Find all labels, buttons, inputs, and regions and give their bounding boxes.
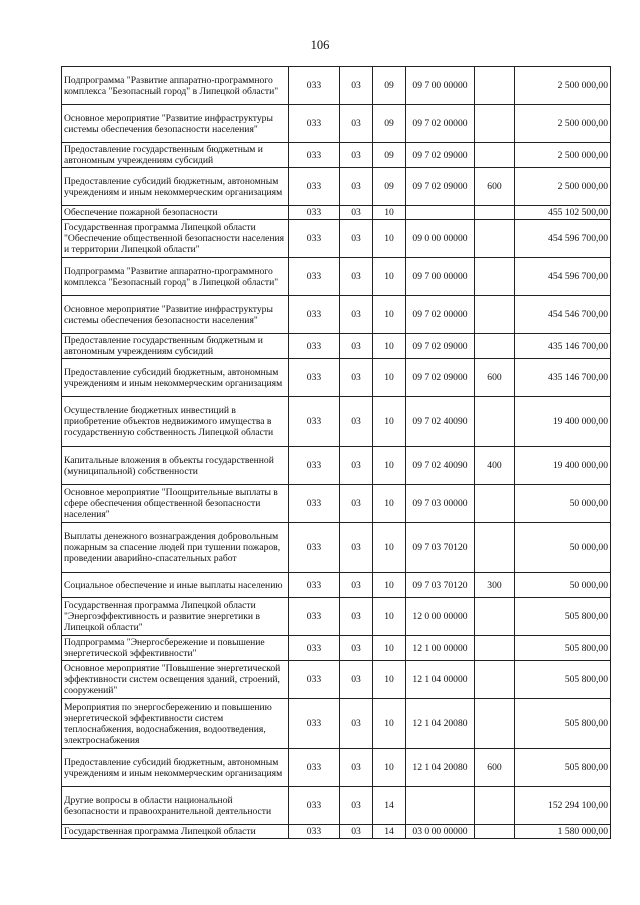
row-amount-cell: 2 500 000,00 [515, 67, 611, 105]
row-ministry-code-cell: 033 [289, 296, 340, 334]
row-section-code-cell: 03 [340, 523, 373, 573]
row-section-code-cell: 03 [340, 143, 373, 168]
row-expense-type-cell [475, 334, 515, 359]
row-name-cell: Основное мероприятие "Развитие инфраструктуры системы обеспечения безопасности населения" [62, 296, 289, 334]
row-target-article-cell [406, 206, 475, 220]
row-name-cell: Социальное обеспечение и иные выплаты населению [62, 573, 289, 598]
row-subsection-code-cell: 10 [373, 636, 406, 661]
row-ministry-code-cell: 033 [289, 447, 340, 485]
row-name-cell: Выплаты денежного вознаграждения добровольным пожарным за спасение людей при тушении пожаров, проведении аварийно-спасательных работ [62, 523, 289, 573]
row-section-code-cell: 03 [340, 636, 373, 661]
row-name-cell: Предоставление государственным бюджетным и автономным учреждениям субсидий [62, 334, 289, 359]
row-expense-type-cell [475, 661, 515, 699]
row-ministry-code-cell: 033 [289, 168, 340, 206]
row-section-code-cell: 03 [340, 787, 373, 825]
row-expense-type-cell: 600 [475, 359, 515, 397]
row-section-code-cell: 03 [340, 105, 373, 143]
row-subsection-code-cell: 10 [373, 359, 406, 397]
row-subsection-code-cell: 10 [373, 749, 406, 787]
row-section-code-cell: 03 [340, 598, 373, 636]
table-row [62, 636, 611, 661]
row-target-article-cell: 09 0 00 00000 [406, 220, 475, 258]
row-section-code-cell: 03 [340, 749, 373, 787]
row-expense-type-cell [475, 699, 515, 749]
table-row [62, 523, 611, 573]
row-ministry-code-cell: 033 [289, 334, 340, 359]
row-target-article-cell: 12 1 04 20080 [406, 749, 475, 787]
row-amount-cell: 454 546 700,00 [515, 296, 611, 334]
row-ministry-code-cell: 033 [289, 661, 340, 699]
row-expense-type-cell [475, 636, 515, 661]
row-expense-type-cell [475, 105, 515, 143]
row-expense-type-cell [475, 296, 515, 334]
table-row [62, 67, 611, 105]
row-subsection-code-cell: 10 [373, 485, 406, 523]
row-section-code-cell: 03 [340, 168, 373, 206]
table-row [62, 220, 611, 258]
row-subsection-code-cell: 10 [373, 661, 406, 699]
row-amount-cell: 2 500 000,00 [515, 105, 611, 143]
row-name-cell: Предоставление субсидий бюджетным, автономным учреждениям и иным некоммерческим организациям [62, 168, 289, 206]
row-target-article-cell: 09 7 00 00000 [406, 67, 475, 105]
row-target-article-cell: 09 7 02 40090 [406, 397, 475, 447]
row-target-article-cell: 09 7 02 00000 [406, 105, 475, 143]
row-amount-cell: 454 596 700,00 [515, 258, 611, 296]
row-expense-type-cell [475, 206, 515, 220]
row-subsection-code-cell: 14 [373, 787, 406, 825]
row-name-cell: Основное мероприятие "Поощрительные выплаты в сфере обеспечения общественной безопасности населения" [62, 485, 289, 523]
table-row [62, 334, 611, 359]
row-subsection-code-cell: 09 [373, 168, 406, 206]
row-amount-cell: 505 800,00 [515, 598, 611, 636]
row-ministry-code-cell: 033 [289, 523, 340, 573]
row-expense-type-cell [475, 825, 515, 839]
table-row [62, 296, 611, 334]
row-target-article-cell: 12 1 00 00000 [406, 636, 475, 661]
table-row [62, 598, 611, 636]
row-name-cell: Государственная программа Липецкой области "Энергоэффективность и развитие энергетики в Липецкой области" [62, 598, 289, 636]
row-name-cell: Предоставление субсидий бюджетным, автономным учреждениям и иным некоммерческим организациям [62, 749, 289, 787]
row-name-cell: Государственная программа Липецкой области "Обеспечение общественной безопасности населения и территории Липецкой области" [62, 220, 289, 258]
row-amount-cell: 50 000,00 [515, 573, 611, 598]
row-subsection-code-cell: 10 [373, 397, 406, 447]
row-subsection-code-cell: 10 [373, 598, 406, 636]
row-section-code-cell: 03 [340, 359, 373, 397]
table-row [62, 485, 611, 523]
row-ministry-code-cell: 033 [289, 67, 340, 105]
row-amount-cell: 505 800,00 [515, 699, 611, 749]
row-subsection-code-cell: 09 [373, 143, 406, 168]
row-amount-cell: 19 400 000,00 [515, 397, 611, 447]
row-ministry-code-cell: 033 [289, 485, 340, 523]
row-name-cell: Государственная программа Липецкой области [62, 825, 289, 839]
row-expense-type-cell [475, 220, 515, 258]
row-amount-cell: 455 102 500,00 [515, 206, 611, 220]
page-number: 106 [310, 38, 330, 52]
row-ministry-code-cell: 033 [289, 105, 340, 143]
row-expense-type-cell: 300 [475, 573, 515, 598]
row-amount-cell: 435 146 700,00 [515, 359, 611, 397]
row-expense-type-cell [475, 397, 515, 447]
row-ministry-code-cell: 033 [289, 220, 340, 258]
row-ministry-code-cell: 033 [289, 636, 340, 661]
row-ministry-code-cell: 033 [289, 598, 340, 636]
row-ministry-code-cell: 033 [289, 206, 340, 220]
row-amount-cell: 454 596 700,00 [515, 220, 611, 258]
row-amount-cell: 50 000,00 [515, 485, 611, 523]
row-ministry-code-cell: 033 [289, 787, 340, 825]
row-name-cell: Обеспечение пожарной безопасности [62, 206, 289, 220]
row-subsection-code-cell: 10 [373, 523, 406, 573]
row-name-cell: Осуществление бюджетных инвестиций в приобретение объектов недвижимого имущества в государственную собственность Липецкой области [62, 397, 289, 447]
table-row [62, 143, 611, 168]
row-subsection-code-cell: 10 [373, 258, 406, 296]
row-expense-type-cell: 600 [475, 749, 515, 787]
row-target-article-cell: 09 7 02 00000 [406, 296, 475, 334]
row-expense-type-cell [475, 143, 515, 168]
row-expense-type-cell [475, 787, 515, 825]
row-name-cell: Основное мероприятие "Повышение энергетической эффективности систем освещения зданий, строений, сооружений" [62, 661, 289, 699]
row-section-code-cell: 03 [340, 573, 373, 598]
row-section-code-cell: 03 [340, 397, 373, 447]
row-target-article-cell: 09 7 00 00000 [406, 258, 475, 296]
row-subsection-code-cell: 10 [373, 334, 406, 359]
row-section-code-cell: 03 [340, 206, 373, 220]
table-row [62, 825, 611, 839]
row-subsection-code-cell: 10 [373, 573, 406, 598]
row-amount-cell: 19 400 000,00 [515, 447, 611, 485]
row-section-code-cell: 03 [340, 67, 373, 105]
row-section-code-cell: 03 [340, 296, 373, 334]
row-section-code-cell: 03 [340, 699, 373, 749]
row-target-article-cell: 09 7 02 09000 [406, 334, 475, 359]
row-expense-type-cell [475, 258, 515, 296]
row-amount-cell: 50 000,00 [515, 523, 611, 573]
row-ministry-code-cell: 033 [289, 749, 340, 787]
row-target-article-cell: 12 1 04 00000 [406, 661, 475, 699]
row-expense-type-cell [475, 67, 515, 105]
row-amount-cell: 1 580 000,00 [515, 825, 611, 839]
row-section-code-cell: 03 [340, 220, 373, 258]
row-section-code-cell: 03 [340, 825, 373, 839]
row-expense-type-cell [475, 485, 515, 523]
row-amount-cell: 505 800,00 [515, 749, 611, 787]
row-target-article-cell: 03 0 00 00000 [406, 825, 475, 839]
row-expense-type-cell [475, 523, 515, 573]
row-subsection-code-cell: 14 [373, 825, 406, 839]
row-subsection-code-cell: 10 [373, 206, 406, 220]
row-target-article-cell: 09 7 03 70120 [406, 573, 475, 598]
row-amount-cell: 2 500 000,00 [515, 143, 611, 168]
row-subsection-code-cell: 10 [373, 699, 406, 749]
row-amount-cell: 2 500 000,00 [515, 168, 611, 206]
row-section-code-cell: 03 [340, 447, 373, 485]
table-row [62, 168, 611, 206]
row-section-code-cell: 03 [340, 258, 373, 296]
table-row [62, 661, 611, 699]
row-target-article-cell [406, 787, 475, 825]
row-amount-cell: 435 146 700,00 [515, 334, 611, 359]
row-subsection-code-cell: 09 [373, 105, 406, 143]
row-section-code-cell: 03 [340, 485, 373, 523]
row-section-code-cell: 03 [340, 661, 373, 699]
row-target-article-cell: 09 7 02 40090 [406, 447, 475, 485]
row-subsection-code-cell: 09 [373, 67, 406, 105]
table-row [62, 573, 611, 598]
row-name-cell: Подпрограмма "Развитие аппаратно-программного комплекса "Безопасный город" в Липецкой области" [62, 67, 289, 105]
row-subsection-code-cell: 10 [373, 296, 406, 334]
table-row [62, 258, 611, 296]
table-row [62, 699, 611, 749]
budget-table [61, 66, 611, 839]
row-ministry-code-cell: 033 [289, 699, 340, 749]
row-amount-cell: 505 800,00 [515, 661, 611, 699]
row-expense-type-cell: 600 [475, 168, 515, 206]
table-row [62, 105, 611, 143]
row-name-cell: Мероприятия по энергосбережению и повышению энергетической эффективности систем теплоснабжения, водоснабжения, водоотведения, электроснабжения [62, 699, 289, 749]
row-subsection-code-cell: 10 [373, 220, 406, 258]
row-target-article-cell: 09 7 03 70120 [406, 523, 475, 573]
row-name-cell: Капитальные вложения в объекты государственной (муниципальной) собственности [62, 447, 289, 485]
row-expense-type-cell [475, 598, 515, 636]
row-ministry-code-cell: 033 [289, 397, 340, 447]
row-subsection-code-cell: 10 [373, 447, 406, 485]
table-row [62, 397, 611, 447]
table-row [62, 787, 611, 825]
row-ministry-code-cell: 033 [289, 258, 340, 296]
row-target-article-cell: 09 7 02 09000 [406, 143, 475, 168]
row-name-cell: Другие вопросы в области национальной безопасности и правоохранительной деятельности [62, 787, 289, 825]
table-row [62, 447, 611, 485]
row-target-article-cell: 12 0 00 00000 [406, 598, 475, 636]
row-ministry-code-cell: 033 [289, 573, 340, 598]
row-ministry-code-cell: 033 [289, 143, 340, 168]
row-name-cell: Предоставление субсидий бюджетным, автономным учреждениям и иным некоммерческим организациям [62, 359, 289, 397]
table-row [62, 359, 611, 397]
row-amount-cell: 505 800,00 [515, 636, 611, 661]
row-name-cell: Подпрограмма "Развитие аппаратно-программного комплекса "Безопасный город" в Липецкой области" [62, 258, 289, 296]
table-row [62, 749, 611, 787]
row-expense-type-cell: 400 [475, 447, 515, 485]
row-name-cell: Основное мероприятие "Развитие инфраструктуры системы обеспечения безопасности населения" [62, 105, 289, 143]
row-name-cell: Подпрограмма "Энергосбережение и повышение энергетической эффективности" [62, 636, 289, 661]
row-target-article-cell: 09 7 03 00000 [406, 485, 475, 523]
table-row [62, 206, 611, 220]
row-target-article-cell: 09 7 02 09000 [406, 359, 475, 397]
row-target-article-cell: 12 1 04 20080 [406, 699, 475, 749]
row-ministry-code-cell: 033 [289, 359, 340, 397]
row-name-cell: Предоставление государственным бюджетным и автономным учреждениям субсидий [62, 143, 289, 168]
row-ministry-code-cell: 033 [289, 825, 340, 839]
row-section-code-cell: 03 [340, 334, 373, 359]
row-amount-cell: 152 294 100,00 [515, 787, 611, 825]
row-target-article-cell: 09 7 02 09000 [406, 168, 475, 206]
